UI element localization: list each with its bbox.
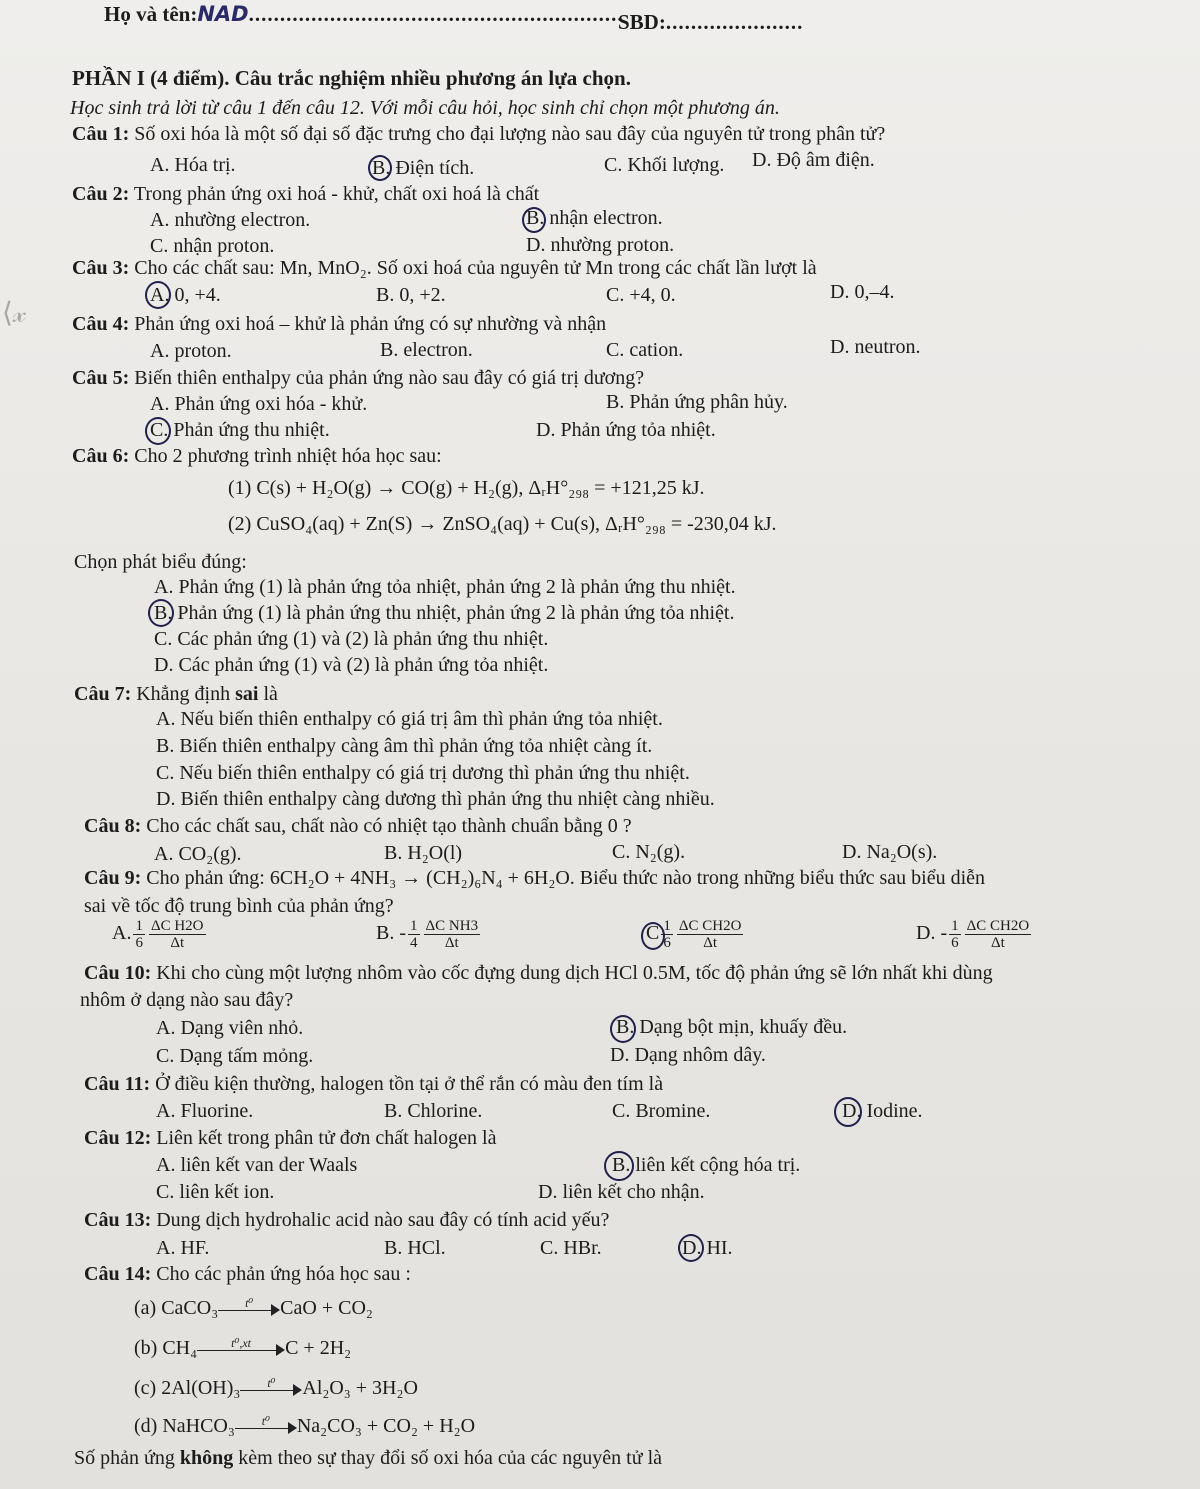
- q14-d-arrow-head: [288, 1422, 297, 1434]
- q6-option-c: C. Các phản ứng (1) và (2) là phản ứng thu nhiệt.: [154, 628, 549, 650]
- q6-equation-2: (2) CuSO₄(aq) + Zn(S) → ZnSO₄(aq) + Cu(s), ΔᵣH°₂₉₈ = -230,04 kJ.: [228, 513, 777, 535]
- q1-option-d: D. Độ âm điện.: [752, 149, 875, 171]
- answer-mark-q11: [834, 1097, 862, 1127]
- q14-footer-bold: không: [179, 1447, 234, 1469]
- q14-a-reactant: (a) CaCO₃: [134, 1297, 219, 1319]
- q4-text: Phản ứng oxi hoá – khử là phản ứng có sự nhường và nhận: [129, 313, 607, 335]
- q9-a-coef-num: 1: [135, 918, 143, 934]
- q9-text: Cho phản ứng: 6CH₂O + 4NH₃ → (CH₂)₆N₄ + 6H₂O. Biểu thức nào trong những biểu thức sau biểu diễn: [141, 867, 986, 889]
- q9-a-num: ΔC H2O: [150, 918, 204, 934]
- q9-a-frac: [149, 918, 206, 951]
- q9-d-sign: -: [940, 922, 948, 945]
- q2-option-a: A. nhường electron.: [150, 209, 311, 231]
- question-2: [72, 182, 539, 206]
- q8-option-c: C. N₂(g).: [612, 841, 686, 863]
- sbd-line: [618, 10, 803, 34]
- answer-mark-q2: [522, 207, 546, 233]
- q11-option-a: A. Fluorine.: [156, 1100, 254, 1122]
- q11-text: Ở điều kiện thường, halogen tồn tại ở thể rắn có màu đen tím là: [150, 1073, 664, 1095]
- question-10: [84, 961, 993, 985]
- q13-option-c: C. HBr.: [540, 1237, 602, 1259]
- q9-option-b: [376, 918, 482, 951]
- q13-label: Câu 13:: [84, 1209, 152, 1231]
- q5-option-a: A. Phản ứng oxi hóa - khử.: [150, 393, 368, 415]
- q9-d-coef-num: 1: [951, 918, 959, 934]
- question-5: [72, 366, 644, 390]
- q9-d-num: ΔC CH2O: [966, 918, 1030, 934]
- q14-footer: [74, 1446, 662, 1470]
- q9-b-coef: [408, 918, 420, 951]
- q14-a-arrow-head: [271, 1304, 280, 1316]
- q3-text: Cho các chất sau: Mn, MnO₂. Số oxi hoá của nguyên tử Mn trong các chất lần lượt là: [129, 257, 817, 279]
- q1-option-a: A. Hóa trị.: [150, 154, 236, 176]
- q14-b-arrow: [197, 1336, 285, 1359]
- q14-c-arrow: [240, 1376, 302, 1399]
- q14-footer-start: Số phản ứng: [74, 1447, 180, 1469]
- question-13: [84, 1208, 609, 1232]
- q9-d-coef-den: 6: [951, 935, 959, 951]
- q14-c-condition: t⁰: [267, 1376, 276, 1391]
- q12-label: Câu 12:: [84, 1127, 152, 1149]
- q3-option-a: A. 0, +4.: [150, 284, 221, 306]
- q14-d-arrow: [235, 1414, 297, 1437]
- q5-option-b: B. Phản ứng phân hủy.: [606, 391, 788, 413]
- q11-option-b: B. Chlorine.: [384, 1100, 483, 1122]
- question-9: [84, 866, 985, 890]
- answer-mark-q5: [145, 417, 171, 445]
- q14-text: Cho các phản ứng hóa học sau :: [151, 1263, 411, 1285]
- q5-text: Biến thiên enthalpy của phản ứng nào sau đây có giá trị dương?: [129, 367, 645, 389]
- q7-option-c: C. Nếu biến thiên enthalpy có giá trị dương thì phản ứng thu nhiệt.: [156, 762, 690, 784]
- q4-label: Câu 4:: [72, 313, 130, 335]
- answer-mark-q10: [610, 1015, 636, 1043]
- q8-option-a: A. CO₂(g).: [154, 843, 242, 865]
- section-title: PHẦN I (4 điểm). Câu trắc nghiệm nhiều phương án lựa chọn.: [72, 66, 631, 90]
- question-6: [72, 444, 442, 468]
- q9-a-coef: [133, 918, 145, 951]
- answer-mark-q12: [604, 1151, 634, 1181]
- answer-mark-q13: [678, 1234, 704, 1262]
- q9-text-line-2: sai về tốc độ trung bình của phản ứng?: [84, 895, 394, 917]
- q7-bold-word: sai: [235, 683, 259, 705]
- question-7: [74, 682, 278, 706]
- q9-d-coef: [949, 918, 961, 951]
- q12-option-a: A. liên kết van der Waals: [156, 1154, 358, 1176]
- q10-option-a: A. Dạng viên nhỏ.: [156, 1017, 304, 1039]
- q12-text: Liên kết trong phân tử đơn chất halogen là: [151, 1127, 497, 1149]
- q9-a-label: A.: [112, 922, 132, 945]
- q3-label: Câu 3:: [72, 257, 130, 279]
- q6-label: Câu 6:: [72, 445, 130, 467]
- q5-option-c: C. Phản ứng thu nhiệt.: [150, 419, 330, 441]
- q14-a-arrow-line: [218, 1310, 274, 1311]
- section-instruction: Học sinh trả lời từ câu 1 đến câu 12. Với mỗi câu hỏi, học sinh chỉ chọn một phương án.: [70, 97, 780, 119]
- q14-label: Câu 14:: [84, 1263, 152, 1285]
- q14-d-arrow-line: [235, 1428, 291, 1429]
- q6-option-a: A. Phản ứng (1) là phản ứng tỏa nhiệt, phản ứng 2 là phản ứng thu nhiệt.: [154, 576, 736, 598]
- q14-b-arrow-line: [197, 1350, 279, 1351]
- q3-option-d: D. 0,–4.: [830, 281, 895, 303]
- answer-mark-q6: [148, 599, 174, 627]
- name-line: [104, 2, 624, 26]
- q9-b-num: ΔC NH3: [425, 918, 479, 934]
- q14-c-product: Al₂O₃ + 3H₂O: [302, 1377, 418, 1399]
- q1-text: Số oxi hóa là một số đại số đặc trưng cho đại lượng nào sau đây của nguyên tử trong phân tử?: [129, 123, 886, 145]
- answer-mark-q3: [145, 281, 171, 309]
- student-name: NAD: [197, 2, 249, 26]
- q6-option-d: D. Các phản ứng (1) và (2) là phản ứng tỏa nhiệt.: [154, 654, 549, 676]
- q9-d-den: Δt: [991, 935, 1005, 951]
- q14-b-reactant: (b) CH₄: [134, 1337, 198, 1359]
- q8-option-d: D. Na₂O(s).: [842, 841, 938, 863]
- q9-option-d: [916, 918, 1033, 951]
- q8-option-b: B. H₂O(l): [384, 842, 463, 864]
- question-12: [84, 1126, 496, 1150]
- q9-c-num: ΔC CH2O: [678, 918, 742, 934]
- q7-option-d: D. Biến thiên enthalpy càng dương thì phản ứng thu nhiệt càng nhiều.: [156, 788, 715, 810]
- q12-option-b: B. liên kết cộng hóa trị.: [612, 1154, 801, 1176]
- q12-option-c: C. liên kết ion.: [156, 1181, 275, 1203]
- q10-label: Câu 10:: [84, 962, 152, 984]
- q10-text-line-2: nhôm ở dạng nào sau đây?: [80, 989, 294, 1011]
- q13-text: Dung dịch hydrohalic acid nào sau đây có tính acid yếu?: [151, 1209, 610, 1231]
- q10-option-c: C. Dạng tấm mỏng.: [156, 1045, 314, 1067]
- question-14: [84, 1262, 411, 1286]
- q8-label: Câu 8:: [84, 815, 142, 837]
- q5-option-d: D. Phản ứng tỏa nhiệt.: [536, 419, 716, 441]
- q10-option-b: B. Dạng bột mịn, khuấy đều.: [616, 1016, 848, 1038]
- q7-option-a: A. Nếu biến thiên enthalpy có giá trị âm thì phản ứng tỏa nhiệt.: [156, 708, 663, 730]
- q14-reaction-a: [134, 1296, 373, 1320]
- q4-option-a: A. proton.: [150, 340, 232, 362]
- q7-label: Câu 7:: [74, 683, 132, 705]
- q9-b-sign: -: [399, 922, 407, 945]
- q9-c-den: Δt: [703, 935, 718, 951]
- q3-option-b: B. 0, +2.: [376, 284, 446, 306]
- q9-option-a: [112, 918, 208, 951]
- q14-c-arrow-line: [240, 1390, 296, 1391]
- q1-option-c: C. Khối lượng.: [604, 154, 725, 176]
- q14-a-arrow: [218, 1296, 280, 1319]
- q9-a-den: Δt: [170, 935, 185, 951]
- q9-d-label: D.: [916, 922, 936, 945]
- q7-text: Khẳng định: [131, 683, 236, 705]
- q14-c-reactant: (c) 2Al(OH)₃: [134, 1377, 241, 1399]
- q14-b-condition: t⁰,xt: [231, 1336, 251, 1351]
- question-8: [84, 814, 632, 838]
- q2-option-d: D. nhường proton.: [526, 234, 675, 256]
- q13-option-b: B. HCl.: [384, 1237, 446, 1259]
- q14-b-product: C + 2H₂: [285, 1337, 352, 1359]
- q12-option-d: D. liên kết cho nhận.: [538, 1181, 705, 1203]
- name-label: Họ và tên:: [104, 2, 198, 26]
- q5-label: Câu 5:: [72, 367, 130, 389]
- q14-reaction-b: [134, 1336, 351, 1360]
- q14-a-product: CaO + CO₂: [280, 1297, 373, 1319]
- q14-footer-end: kèm theo sự thay đổi số oxi hóa của các nguyên tử là: [233, 1447, 663, 1469]
- q9-b-frac: [424, 918, 481, 951]
- q10-text: Khi cho cùng một lượng nhôm vào cốc đựng dung dịch HCl 0.5M, tốc độ phản ứng sẽ lớn nhất khi dùng: [151, 962, 993, 984]
- q9-b-den: Δt: [444, 935, 459, 951]
- question-1: [72, 122, 885, 146]
- q9-c-frac: [677, 918, 744, 951]
- q3-option-c: C. +4, 0.: [606, 284, 676, 306]
- q9-label: Câu 9:: [84, 867, 142, 889]
- answer-mark-q1: [368, 155, 392, 181]
- q8-text: Cho các chất sau, chất nào có nhiệt tạo thành chuẩn bằng 0 ?: [141, 815, 632, 837]
- q14-d-reactant: (d) NaHCO₃: [134, 1415, 235, 1437]
- q6-equation-1: (1) C(s) + H₂O(g) → CO(g) + H₂(g), ΔᵣH°₂₉₈ = +121,25 kJ.: [228, 477, 705, 499]
- q6-text: Cho 2 phương trình nhiệt hóa học sau:: [129, 445, 442, 467]
- q9-c-label: C: [646, 922, 660, 945]
- q13-option-a: A. HF.: [156, 1237, 210, 1259]
- q11-label: Câu 11:: [84, 1073, 151, 1095]
- q2-text: Trong phản ứng oxi hoá - khử, chất oxi hoá là chất: [129, 183, 540, 205]
- q11-option-d: D. Iodine.: [842, 1100, 923, 1122]
- q4-option-c: C. cation.: [606, 339, 684, 361]
- q14-reaction-d: [134, 1414, 475, 1438]
- q9-b-coef-num: 1: [410, 918, 418, 934]
- q4-option-b: B. electron.: [380, 339, 473, 361]
- sbd-label: SBD:: [618, 10, 666, 34]
- q9-b-coef-den: 4: [410, 935, 418, 951]
- q9-d-frac: [965, 918, 1032, 951]
- question-4: [72, 312, 606, 336]
- q14-b-arrow-head: [276, 1344, 285, 1356]
- q2-option-c: C. nhận proton.: [150, 235, 275, 257]
- q14-d-condition: t⁰: [261, 1414, 270, 1429]
- margin-scribble: ⟨𝓍: [2, 296, 27, 329]
- q9-c-coef-num: 1: [663, 918, 671, 934]
- q9-c-coef-den: 6: [663, 935, 671, 951]
- q7-text-end: là: [258, 683, 278, 705]
- name-dots: ............................................................: [248, 2, 624, 26]
- answer-mark-q9: [641, 922, 665, 950]
- q14-reaction-c: [134, 1376, 418, 1400]
- q9-b-label: B.: [376, 922, 395, 945]
- q9-a-coef-den: 6: [135, 935, 143, 951]
- q2-option-b: B. nhận electron.: [526, 207, 663, 229]
- q7-option-b: B. Biến thiên enthalpy càng âm thì phản ứng tỏa nhiệt càng ít.: [156, 735, 653, 757]
- question-11: [84, 1072, 663, 1096]
- question-3: [72, 256, 817, 280]
- sbd-dots: ......................: [665, 10, 804, 34]
- q6-option-b: B. Phản ứng (1) là phản ứng thu nhiệt, phản ứng 2 là phản ứng tỏa nhiệt.: [154, 602, 735, 624]
- q4-option-d: D. neutron.: [830, 336, 921, 358]
- q14-d-product: Na₂CO₃ + CO₂ + H₂O: [296, 1415, 476, 1437]
- q6-prompt: Chọn phát biểu đúng:: [74, 551, 247, 573]
- q1-label: Câu 1:: [72, 123, 130, 145]
- q14-a-condition: t⁰: [245, 1296, 254, 1311]
- q11-option-c: C. Bromine.: [612, 1100, 711, 1122]
- q1-option-b: B. Điện tích.: [372, 157, 475, 179]
- q13-option-d: D. HI.: [682, 1237, 733, 1259]
- q14-c-arrow-head: [293, 1384, 302, 1396]
- q2-label: Câu 2:: [72, 183, 130, 205]
- q10-option-d: D. Dạng nhôm dây.: [610, 1044, 766, 1066]
